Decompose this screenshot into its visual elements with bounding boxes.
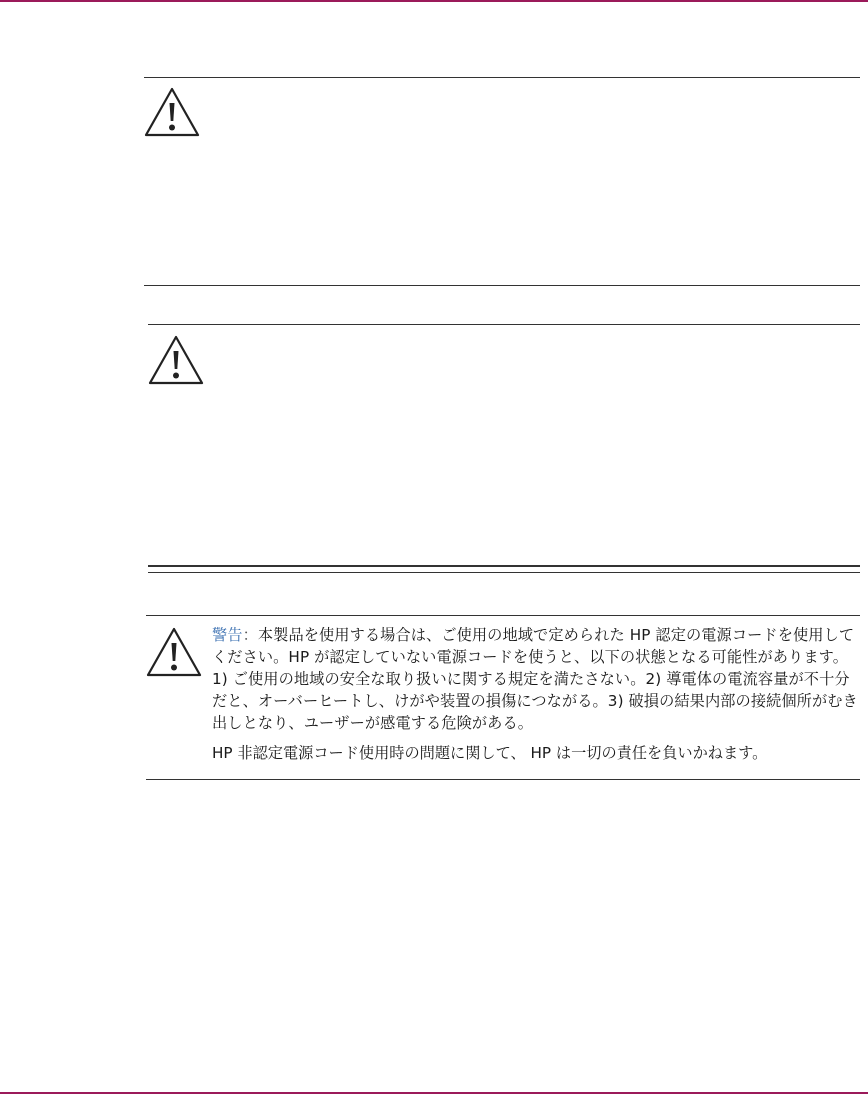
section-2-bottom-line-b bbox=[148, 572, 860, 573]
section-3-top-line bbox=[146, 615, 860, 616]
warning-body-text: 本製品を使用する場合は、ご使用の地域で定められた HP 認定の電源コードを使用してください。HP が認定していない電源コードを使うと、以下の状態となる可能性があります。 1) ご使用の地域の安全な取り扱いに関する規定を満たさない。2) 導電体の電流容量が不十分だと、オーバーヒートし、けがや装置の損傷につながる。3) 破損の結果内部の接続個所がむき出しとなり、ユーザーが感電する危険がある。 bbox=[212, 626, 858, 732]
warning-triangle-icon bbox=[144, 86, 200, 138]
warning-label: 警告 bbox=[212, 626, 243, 644]
section-2-top-line bbox=[148, 324, 860, 325]
warning-triangle-icon bbox=[148, 334, 204, 386]
section-3-bottom-line bbox=[146, 779, 860, 780]
page-bottom-rule bbox=[0, 1092, 868, 1094]
section-1-bottom-line bbox=[144, 285, 860, 286]
warning-body bbox=[212, 624, 864, 734]
warning-footer: HP 非認定電源コード使用時の問題に関して、 HP は一切の責任を負いかねます。 bbox=[212, 744, 768, 762]
section-2-bottom-line-a bbox=[148, 565, 860, 567]
warning-separator: ： bbox=[242, 626, 258, 644]
warning-triangle-icon bbox=[146, 626, 202, 678]
page-top-rule bbox=[0, 0, 868, 2]
section-1-top-line bbox=[144, 77, 860, 78]
